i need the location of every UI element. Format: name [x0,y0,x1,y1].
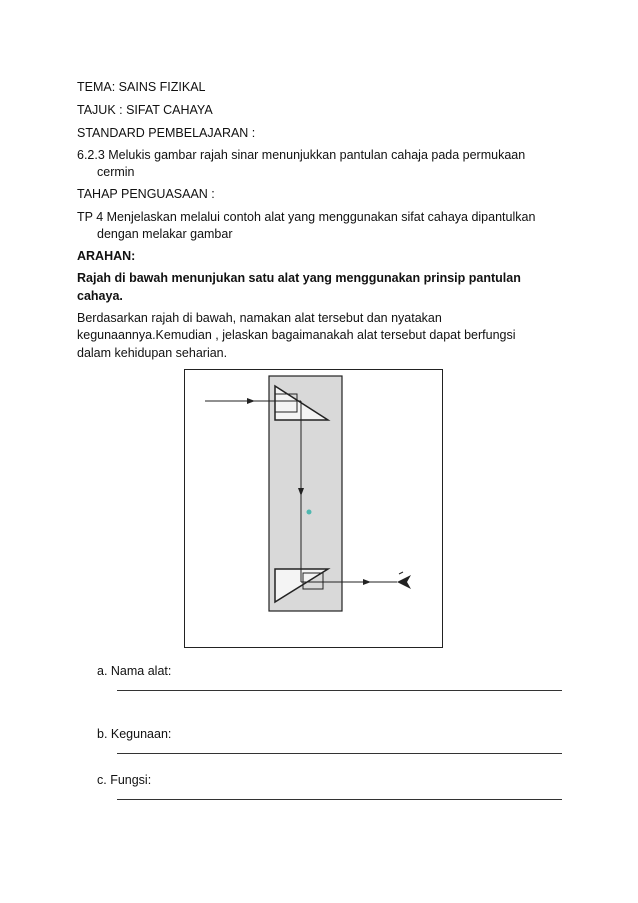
tajuk-line: TAJUK : SIFAT CAHAYA [77,103,213,117]
tema-line: TEMA: SAINS FIZIKAL [77,80,206,94]
standard-line-2: cermin [97,165,135,179]
arahan-title: ARAHAN: [77,249,136,263]
tahap-line-1: TP 4 Menjelaskan melalui contoh alat yang menggunakan sifat cahaya dipantulkan [77,210,536,224]
tahap-line-2: dengan melakar gambar [97,227,233,241]
incoming-ray-arrow [247,398,255,404]
eye-lash [399,572,403,574]
arahan-line-1: Berdasarkan rajah di bawah, namakan alat tersebut dan nyatakan [77,311,442,325]
outgoing-ray-arrow [363,579,371,585]
periscope-drawing [185,370,442,647]
arahan-bold-line-2: cahaya. [77,289,123,303]
arahan-bold-line-1: Rajah di bawah menunjukan satu alat yang menggunakan prinsip pantulan [77,271,521,285]
smudge-dot [307,510,312,515]
tahap-title: TAHAP PENGUASAAN : [77,187,215,201]
answer-line-b[interactable] [117,753,562,754]
eye-icon [397,575,411,589]
standard-title: STANDARD PEMBELAJARAN : [77,126,256,140]
standard-line-1: 6.2.3 Melukis gambar rajah sinar menunjukkan pantulan cahaja pada permukaan [77,148,526,162]
periscope-diagram [184,369,443,648]
question-a-label: a. Nama alat: [97,664,172,678]
question-c-label: c. Fungsi: [97,773,152,787]
answer-line-a[interactable] [117,690,562,691]
answer-line-c[interactable] [117,799,562,800]
arahan-line-2: kegunaannya.Kemudian , jelaskan bagaimanakah alat tersebut dapat berfungsi [77,328,516,342]
question-b-label: b. Kegunaan: [97,727,172,741]
arahan-line-3: dalam kehidupan seharian. [77,346,228,360]
